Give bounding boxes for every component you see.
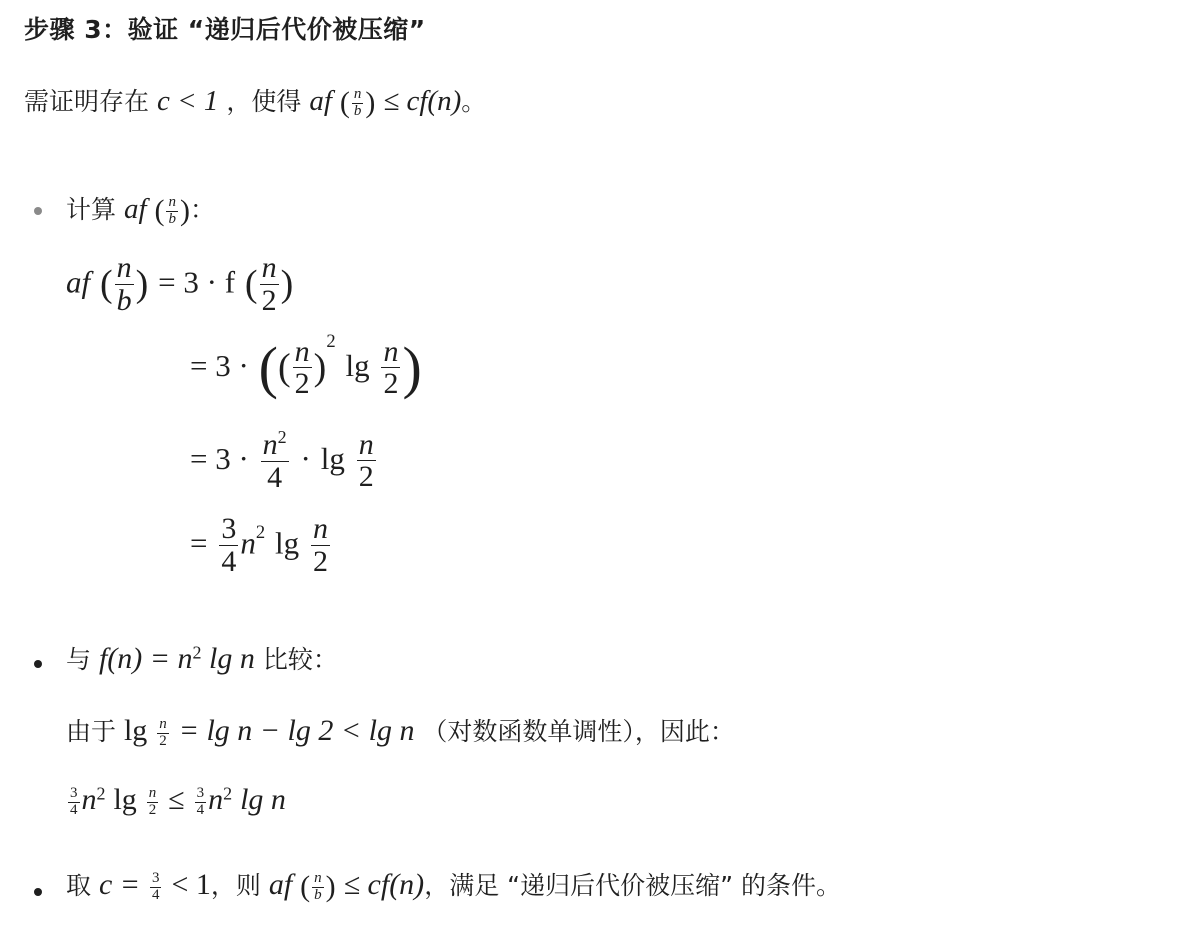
bullet1-fraction	[166, 195, 178, 228]
ineq-rhs-tail: lg n	[240, 783, 286, 816]
bullet1-paren-close: )	[179, 194, 190, 227]
row3-fraction-lg	[357, 429, 376, 493]
bullet3-c-expr: c =	[98, 868, 141, 901]
row2-outer-paren-open: (	[258, 335, 278, 400]
ineq-rhs-exp: 2	[223, 783, 233, 804]
row2-frac-den: 2	[294, 367, 310, 400]
row3-n: n	[262, 428, 278, 461]
ineq-lgfrac-den: 2	[148, 801, 157, 818]
row4-fraction-3-4	[219, 513, 238, 577]
bullet2-expr: f(n) = n	[98, 642, 193, 675]
reason-frac-den: 2	[159, 732, 167, 749]
reason-note: （对数函数单调性），因此：	[422, 717, 735, 746]
bullet3-paren-open: (	[300, 870, 311, 903]
bullet3-line	[66, 866, 841, 904]
row4-lgfrac-num: n	[312, 512, 328, 545]
intro-frac-num: n	[353, 85, 362, 102]
row2-rhs-eq: = 3 ·	[190, 348, 249, 383]
row2-fraction-lg	[381, 336, 400, 400]
ineq-rhs-den: 4	[196, 801, 205, 818]
intro-paren-close: )	[365, 86, 376, 119]
bullet2-line	[66, 640, 338, 676]
intro-frac-den: b	[353, 102, 362, 119]
bullet-dot-1	[34, 207, 42, 215]
row2-inner-paren-open: (	[278, 346, 291, 389]
bullet1-line	[66, 190, 215, 228]
bullet3-nb-den: b	[314, 886, 322, 903]
row1-paren-open: (	[99, 263, 113, 305]
bullet1-frac-den: b	[168, 210, 176, 227]
bullet-dot-2	[34, 660, 42, 668]
bullet3-lt: < 1	[171, 868, 211, 901]
bullet3-fraction	[150, 871, 162, 904]
intro-paren-open: (	[339, 86, 350, 119]
bullet3-frac-num: 3	[151, 869, 160, 886]
ineq-lhs-exp: 2	[96, 783, 106, 804]
row3-dot: ·	[300, 441, 311, 476]
ineq-lhs-den: 4	[70, 801, 78, 818]
row1-rhs-paren-close: )	[280, 263, 294, 305]
row1-fraction-n2	[260, 252, 279, 316]
row1-frac2-den: 2	[261, 283, 277, 317]
row2-fraction-n2	[293, 336, 312, 400]
intro-line	[24, 82, 486, 120]
reason-line	[66, 712, 735, 749]
bullet3-label: 取	[66, 871, 92, 900]
derivation-row-4	[190, 513, 332, 577]
row1-frac2-num: n	[261, 251, 277, 284]
intro-comma: ，使得	[226, 87, 302, 116]
ineq-lgfrac-num: n	[148, 784, 157, 801]
derivation-row-1	[66, 252, 293, 316]
row1-rhs-paren-open: (	[244, 263, 258, 305]
reason-fraction	[157, 717, 169, 750]
bullet3-then: ，则	[210, 871, 261, 900]
derivation-row-2	[190, 330, 422, 401]
row4-exp: 2	[255, 522, 266, 544]
bullet3-nb-fraction	[312, 871, 324, 904]
row1-fraction-nb	[115, 252, 134, 316]
intro-suffix: 。	[461, 87, 487, 116]
row3-exp: 2	[277, 427, 287, 447]
ineq-lhs-num: 3	[70, 784, 78, 801]
row4-frac-den: 4	[221, 544, 237, 578]
row3-lgfrac-den: 2	[358, 460, 374, 493]
ineq-lhs-n: n	[81, 783, 97, 816]
reason-lg: lg	[123, 714, 148, 747]
reason-prefix: 由于	[66, 717, 117, 746]
bullet2-label: 与	[66, 645, 92, 674]
row3-lg: lg	[320, 441, 345, 476]
row1-paren-close: )	[135, 263, 149, 305]
bullet1-label: 计算	[66, 195, 117, 224]
inequality-line	[66, 783, 286, 818]
row2-exponent: 2	[326, 330, 336, 352]
row4-lg: lg	[275, 525, 300, 561]
ineq-rhs-num: 3	[196, 784, 205, 801]
bullet3-frac-den: 4	[151, 886, 160, 903]
bullet3-expr: af	[268, 868, 293, 901]
bullet2-exp: 2	[192, 642, 202, 663]
row4-fraction-lg	[311, 513, 330, 577]
condition-c: c < 1	[156, 85, 219, 117]
bullet2-suffix: 比较：	[262, 645, 338, 674]
reason-expr: = lg n − lg 2 < lg n	[178, 714, 415, 747]
bullet3-suffix: ，满足 “递归后代价被压缩” 的条件。	[424, 871, 841, 900]
row3-frac-den: 4	[267, 460, 283, 494]
bullet1-expr: af	[123, 193, 147, 225]
bullet3-nb-num: n	[314, 869, 322, 886]
bullet1-colon: ：	[189, 195, 215, 224]
row4-frac-num: 3	[221, 512, 237, 545]
row4-rhs-eq: =	[190, 525, 208, 561]
row3-lgfrac-num: n	[358, 427, 374, 461]
row3-rhs-eq: = 3 ·	[190, 441, 249, 476]
reason-frac-num: n	[159, 715, 167, 732]
bullet3-paren-close: )	[325, 870, 336, 903]
row2-lgfrac-num: n	[383, 334, 399, 368]
intro-fraction	[352, 87, 364, 120]
ineq-rel: ≤	[168, 783, 185, 816]
bullet1-frac-num: n	[168, 193, 176, 210]
row4-lgfrac-den: 2	[312, 544, 328, 578]
bullet2-tail: lg n	[201, 642, 255, 675]
ineq-lhs-fraction	[68, 786, 80, 819]
row3-fraction-n2-4	[261, 428, 289, 493]
row2-frac-num: n	[294, 334, 310, 368]
row2-lgfrac-den: 2	[383, 367, 399, 400]
derivation-row-3	[190, 428, 378, 493]
row4-n: n	[240, 525, 256, 561]
bullet-dot-3	[34, 888, 42, 896]
ineq-rhs-fraction	[195, 786, 207, 819]
ineq-lhs-lg: lg	[113, 783, 137, 816]
intro-rel: ≤ cf(n)	[383, 85, 462, 117]
row1-frac-den: b	[116, 283, 132, 317]
step-heading: 步骤 3：验证 “递归后代价被压缩”	[24, 15, 426, 44]
bullet3-rel: ≤ cf(n)	[343, 868, 425, 901]
ineq-lhs-lgfrac	[147, 786, 159, 819]
row2-lg: lg	[345, 348, 370, 383]
intro-prefix: 需证明存在	[24, 87, 150, 116]
row1-frac-num: n	[116, 251, 132, 284]
row1-lhs: af	[66, 264, 91, 300]
row3-frac-num	[261, 428, 289, 462]
ineq-rhs-n: n	[208, 783, 224, 816]
row2-inner-paren-close: )	[313, 346, 327, 389]
row1-rhs-eq: = 3 · f	[158, 264, 236, 300]
row2-outer-paren-close: )	[402, 335, 422, 400]
bullet1-paren-open: (	[154, 194, 165, 227]
intro-lhs: af	[309, 85, 332, 117]
